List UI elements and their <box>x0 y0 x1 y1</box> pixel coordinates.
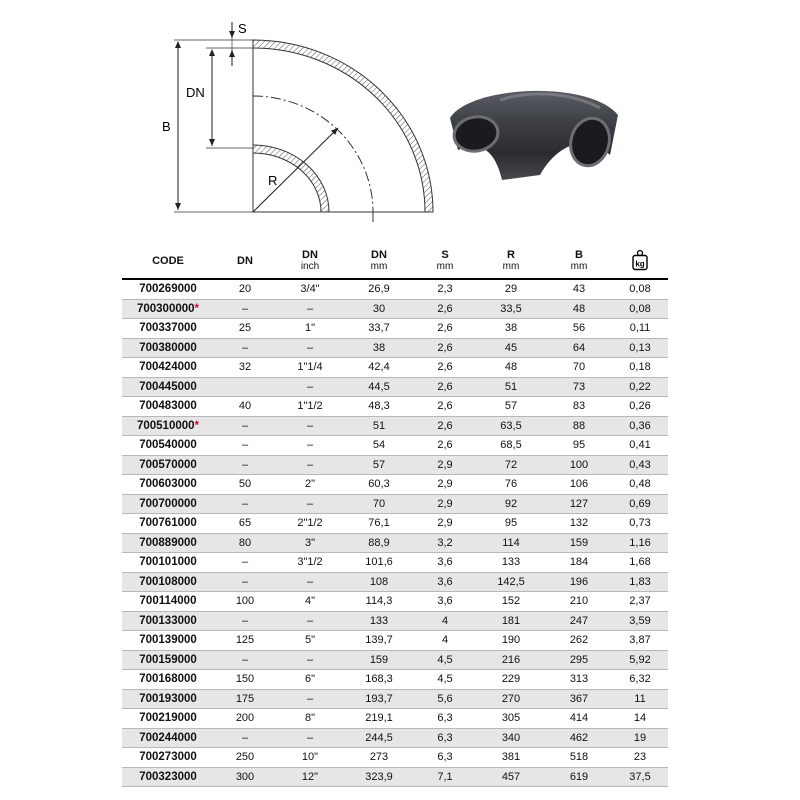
cell-r: 114 <box>476 533 546 553</box>
cell-r: 133 <box>476 553 546 573</box>
cell-code: 700380000 <box>122 338 214 358</box>
cell-kg: 0,08 <box>612 279 668 299</box>
table-row <box>122 592 668 612</box>
table-row <box>122 338 668 358</box>
cell-b: 88 <box>546 416 612 436</box>
cell-code: 700139000 <box>122 631 214 651</box>
cell-s: 2,6 <box>414 377 476 397</box>
table-row <box>122 319 668 339</box>
cell-code: 700700000 <box>122 494 214 514</box>
cell-r: 45 <box>476 338 546 358</box>
table-row <box>122 670 668 690</box>
table-header-row <box>122 244 668 279</box>
cell-dn: 200 <box>214 709 276 729</box>
cell-r: 340 <box>476 728 546 748</box>
cell-dn: 150 <box>214 670 276 690</box>
cell-code: 700761000 <box>122 514 214 534</box>
cell-code: 700133000 <box>122 611 214 631</box>
cell-dn-mm: 26,9 <box>344 279 414 299</box>
table-row <box>122 709 668 729</box>
cell-dn: 100 <box>214 592 276 612</box>
cell-s: 2,9 <box>414 455 476 475</box>
cell-kg: 14 <box>612 709 668 729</box>
cell-dn: 25 <box>214 319 276 339</box>
outer-wall <box>253 40 433 212</box>
cell-dn: 50 <box>214 475 276 495</box>
cell-code: 700101000 <box>122 553 214 573</box>
cell-kg: 0,22 <box>612 377 668 397</box>
cell-inch: 6" <box>276 670 344 690</box>
table-row <box>122 455 668 475</box>
cell-b: 262 <box>546 631 612 651</box>
cell-dn-mm: 44,5 <box>344 377 414 397</box>
cell-b: 100 <box>546 455 612 475</box>
cell-dn: 65 <box>214 514 276 534</box>
cell-b: 619 <box>546 767 612 787</box>
header-dn: DN <box>214 244 276 279</box>
cell-s: 2,3 <box>414 279 476 299</box>
cell-b: 210 <box>546 592 612 612</box>
cell-code: 700510000* <box>122 416 214 436</box>
cell-s: 2,6 <box>414 299 476 319</box>
table-row <box>122 514 668 534</box>
cell-s: 3,2 <box>414 533 476 553</box>
cell-dn-mm: 273 <box>344 748 414 768</box>
cell-kg: 3,59 <box>612 611 668 631</box>
cell-inch: – <box>276 494 344 514</box>
cell-kg: 6,32 <box>612 670 668 690</box>
cell-dn: – <box>214 611 276 631</box>
cell-dn-mm: 244,5 <box>344 728 414 748</box>
header-dn-mm: DN mm <box>344 244 414 279</box>
cell-kg: 5,92 <box>612 650 668 670</box>
table-row <box>122 631 668 651</box>
cell-s: 2,9 <box>414 475 476 495</box>
cell-b: 83 <box>546 397 612 417</box>
table-row <box>122 436 668 456</box>
header-dn-inch: DN inch <box>276 244 344 279</box>
table-row <box>122 358 668 378</box>
cell-dn: 20 <box>214 279 276 299</box>
cell-dn-mm: 108 <box>344 572 414 592</box>
cell-r: 33,5 <box>476 299 546 319</box>
cell-dn: – <box>214 416 276 436</box>
cell-inch: 3/4" <box>276 279 344 299</box>
cell-b: 184 <box>546 553 612 573</box>
table-row <box>122 611 668 631</box>
cell-dn-mm: 30 <box>344 299 414 319</box>
cell-dn-mm: 219,1 <box>344 709 414 729</box>
cell-code: 700337000 <box>122 319 214 339</box>
table-row <box>122 416 668 436</box>
cell-b: 56 <box>546 319 612 339</box>
cell-s: 3,6 <box>414 553 476 573</box>
cell-dn-mm: 70 <box>344 494 414 514</box>
cell-inch: – <box>276 650 344 670</box>
svg-text:kg: kg <box>635 259 645 268</box>
cell-b: 295 <box>546 650 612 670</box>
cell-dn-mm: 139,7 <box>344 631 414 651</box>
cell-b: 247 <box>546 611 612 631</box>
cell-dn-mm: 42,4 <box>344 358 414 378</box>
cell-kg: 2,37 <box>612 592 668 612</box>
cell-inch: – <box>276 728 344 748</box>
label-b: B <box>162 119 171 134</box>
cell-dn-mm: 114,3 <box>344 592 414 612</box>
cell-r: 48 <box>476 358 546 378</box>
cell-inch: – <box>276 436 344 456</box>
cell-kg: 1,16 <box>612 533 668 553</box>
cell-s: 2,9 <box>414 514 476 534</box>
cell-b: 196 <box>546 572 612 592</box>
cell-dn-mm: 60,3 <box>344 475 414 495</box>
cell-r: 152 <box>476 592 546 612</box>
cell-r: 305 <box>476 709 546 729</box>
inner-wall <box>253 145 329 212</box>
cell-s: 2,9 <box>414 494 476 514</box>
cell-s: 6,3 <box>414 709 476 729</box>
cell-kg: 0,18 <box>612 358 668 378</box>
cell-inch: 3" <box>276 533 344 553</box>
cell-inch: – <box>276 572 344 592</box>
cell-inch: – <box>276 299 344 319</box>
cell-dn: – <box>214 553 276 573</box>
label-dn: DN <box>186 85 205 100</box>
cell-inch: 3"1/2 <box>276 553 344 573</box>
cell-inch: – <box>276 611 344 631</box>
cell-b: 106 <box>546 475 612 495</box>
cell-kg: 0,36 <box>612 416 668 436</box>
cell-code: 700483000 <box>122 397 214 417</box>
cell-r: 72 <box>476 455 546 475</box>
table-row <box>122 767 668 787</box>
cell-dn: 40 <box>214 397 276 417</box>
cell-dn-mm: 159 <box>344 650 414 670</box>
table-row <box>122 689 668 709</box>
cell-dn <box>214 377 276 397</box>
cell-kg: 0,13 <box>612 338 668 358</box>
cell-b: 132 <box>546 514 612 534</box>
cell-s: 4,5 <box>414 650 476 670</box>
cell-dn-mm: 323,9 <box>344 767 414 787</box>
cell-s: 2,6 <box>414 397 476 417</box>
cell-kg: 0,26 <box>612 397 668 417</box>
cell-code: 700159000 <box>122 650 214 670</box>
cell-dn-mm: 76,1 <box>344 514 414 534</box>
cell-kg: 0,41 <box>612 436 668 456</box>
weight-kg-icon <box>632 249 648 271</box>
cell-code: 700445000 <box>122 377 214 397</box>
header-s-mm: S mm <box>414 244 476 279</box>
table-row <box>122 299 668 319</box>
cell-kg: 11 <box>612 689 668 709</box>
cell-b: 64 <box>546 338 612 358</box>
cell-code: 700424000 <box>122 358 214 378</box>
cell-code: 700193000 <box>122 689 214 709</box>
cell-dn-mm: 133 <box>344 611 414 631</box>
cell-b: 127 <box>546 494 612 514</box>
cell-s: 3,6 <box>414 572 476 592</box>
cell-inch: – <box>276 455 344 475</box>
cell-r: 142,5 <box>476 572 546 592</box>
header-code: CODE <box>122 244 214 279</box>
cell-code: 700889000 <box>122 533 214 553</box>
cell-inch: 4" <box>276 592 344 612</box>
cell-dn-mm: 88,9 <box>344 533 414 553</box>
cell-code: 700269000 <box>122 279 214 299</box>
cell-dn: – <box>214 494 276 514</box>
cell-r: 457 <box>476 767 546 787</box>
asterisk-mark: * <box>194 302 200 315</box>
cell-s: 4 <box>414 611 476 631</box>
cell-b: 70 <box>546 358 612 378</box>
cell-b: 95 <box>546 436 612 456</box>
cell-r: 29 <box>476 279 546 299</box>
cell-kg: 1,68 <box>612 553 668 573</box>
cell-b: 367 <box>546 689 612 709</box>
cell-s: 7,1 <box>414 767 476 787</box>
cell-dn: – <box>214 436 276 456</box>
cell-s: 2,6 <box>414 416 476 436</box>
cell-dn-mm: 51 <box>344 416 414 436</box>
cell-inch: – <box>276 377 344 397</box>
cell-b: 313 <box>546 670 612 690</box>
cell-dn: 80 <box>214 533 276 553</box>
cell-s: 3,6 <box>414 592 476 612</box>
cell-code: 700570000 <box>122 455 214 475</box>
elbow-product-photo <box>440 80 630 190</box>
cell-b: 414 <box>546 709 612 729</box>
asterisk-mark: * <box>194 419 200 432</box>
cell-code: 700300000* <box>122 299 214 319</box>
cell-code: 700323000 <box>122 767 214 787</box>
cell-r: 92 <box>476 494 546 514</box>
cell-r: 216 <box>476 650 546 670</box>
cell-s: 2,6 <box>414 358 476 378</box>
elbow-technical-drawing <box>0 0 800 240</box>
table-row <box>122 650 668 670</box>
cell-inch: – <box>276 416 344 436</box>
cell-inch: 10" <box>276 748 344 768</box>
cell-dn: – <box>214 455 276 475</box>
table-row <box>122 279 668 299</box>
cell-dn: – <box>214 728 276 748</box>
cell-r: 190 <box>476 631 546 651</box>
cell-inch: 2"1/2 <box>276 514 344 534</box>
cell-code: 700108000 <box>122 572 214 592</box>
cell-kg: 0,43 <box>612 455 668 475</box>
cell-code: 700168000 <box>122 670 214 690</box>
cell-b: 462 <box>546 728 612 748</box>
cell-dn: – <box>214 650 276 670</box>
cell-r: 270 <box>476 689 546 709</box>
table-row <box>122 553 668 573</box>
cell-dn-mm: 33,7 <box>344 319 414 339</box>
cell-s: 2,6 <box>414 338 476 358</box>
cell-kg: 23 <box>612 748 668 768</box>
table-row <box>122 397 668 417</box>
cell-dn-mm: 193,7 <box>344 689 414 709</box>
cell-dn-mm: 168,3 <box>344 670 414 690</box>
cell-inch: 1"1/4 <box>276 358 344 378</box>
cell-r: 68,5 <box>476 436 546 456</box>
cell-dn-mm: 54 <box>344 436 414 456</box>
cell-s: 6,3 <box>414 728 476 748</box>
cell-kg: 0,48 <box>612 475 668 495</box>
table-row <box>122 533 668 553</box>
cell-b: 48 <box>546 299 612 319</box>
cell-kg: 3,87 <box>612 631 668 651</box>
cell-kg: 37,5 <box>612 767 668 787</box>
cell-r: 38 <box>476 319 546 339</box>
table-row <box>122 475 668 495</box>
cell-inch: – <box>276 689 344 709</box>
table-row <box>122 728 668 748</box>
elbow-dimensions-table <box>122 244 668 787</box>
cell-r: 181 <box>476 611 546 631</box>
table-row <box>122 494 668 514</box>
cell-inch: 8" <box>276 709 344 729</box>
cell-dn: 175 <box>214 689 276 709</box>
cell-code: 700273000 <box>122 748 214 768</box>
cell-kg: 0,08 <box>612 299 668 319</box>
cell-b: 73 <box>546 377 612 397</box>
cell-dn-mm: 101,6 <box>344 553 414 573</box>
label-r: R <box>268 173 278 188</box>
cell-code: 700540000 <box>122 436 214 456</box>
cell-s: 2,6 <box>414 436 476 456</box>
cell-inch: 2" <box>276 475 344 495</box>
cell-inch: 5" <box>276 631 344 651</box>
cell-s: 6,3 <box>414 748 476 768</box>
header-b-mm: B mm <box>546 244 612 279</box>
cell-s: 4 <box>414 631 476 651</box>
cell-r: 76 <box>476 475 546 495</box>
cell-dn: – <box>214 338 276 358</box>
cell-code: 700114000 <box>122 592 214 612</box>
cell-r: 229 <box>476 670 546 690</box>
cell-kg: 1,83 <box>612 572 668 592</box>
cell-r: 63,5 <box>476 416 546 436</box>
header-r-mm: R mm <box>476 244 546 279</box>
table-row <box>122 377 668 397</box>
cell-r: 95 <box>476 514 546 534</box>
cell-dn: 125 <box>214 631 276 651</box>
cell-dn: 32 <box>214 358 276 378</box>
cell-kg: 0,69 <box>612 494 668 514</box>
label-s: S <box>238 21 247 36</box>
cell-s: 2,6 <box>414 319 476 339</box>
cell-kg: 19 <box>612 728 668 748</box>
table-row <box>122 748 668 768</box>
cell-inch: – <box>276 338 344 358</box>
cell-inch: 12" <box>276 767 344 787</box>
cell-code: 700603000 <box>122 475 214 495</box>
cell-s: 5,6 <box>414 689 476 709</box>
cell-inch: 1" <box>276 319 344 339</box>
cell-dn-mm: 38 <box>344 338 414 358</box>
cell-r: 57 <box>476 397 546 417</box>
cell-dn-mm: 57 <box>344 455 414 475</box>
cell-b: 518 <box>546 748 612 768</box>
cell-kg: 0,73 <box>612 514 668 534</box>
cell-r: 381 <box>476 748 546 768</box>
cell-inch: 1"1/2 <box>276 397 344 417</box>
cell-dn-mm: 48,3 <box>344 397 414 417</box>
table-row <box>122 572 668 592</box>
cell-r: 51 <box>476 377 546 397</box>
cell-b: 159 <box>546 533 612 553</box>
cell-dn: 300 <box>214 767 276 787</box>
header-weight <box>612 244 668 279</box>
cell-dn: – <box>214 572 276 592</box>
cell-dn: – <box>214 299 276 319</box>
cell-code: 700244000 <box>122 728 214 748</box>
cell-kg: 0,11 <box>612 319 668 339</box>
cell-code: 700219000 <box>122 709 214 729</box>
cell-b: 43 <box>546 279 612 299</box>
cell-dn: 250 <box>214 748 276 768</box>
cell-s: 4,5 <box>414 670 476 690</box>
